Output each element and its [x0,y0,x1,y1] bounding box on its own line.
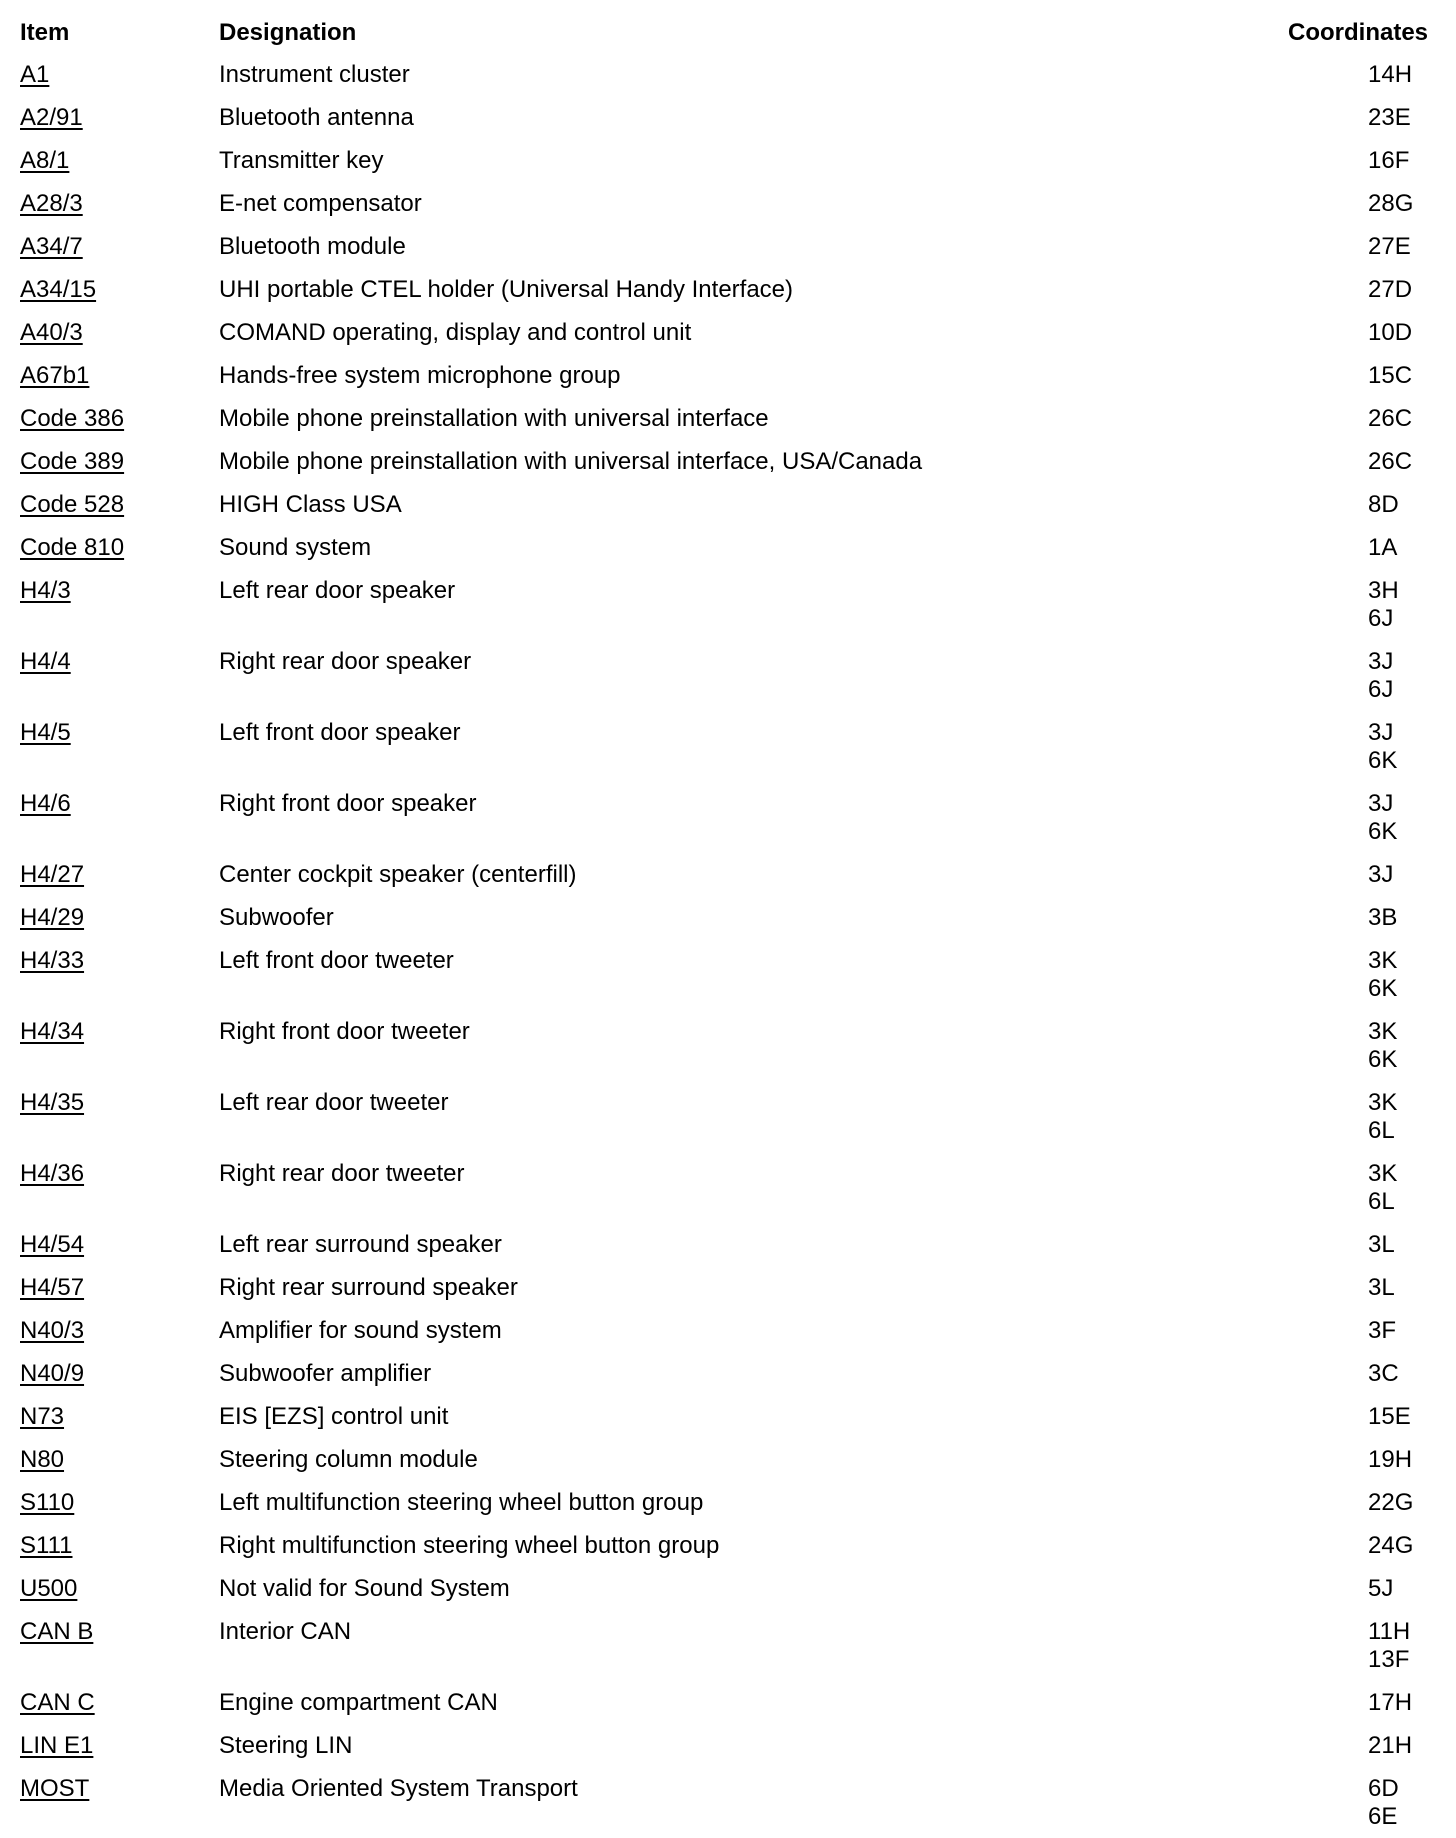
designation-text: Engine compartment CAN [219,1689,498,1716]
table-row [0,1010,1456,1081]
coordinate-value: 6L [1368,1117,1395,1144]
table-header [0,0,1456,53]
table-row [0,1309,1456,1352]
coordinate-value: 3K [1368,1160,1398,1187]
coordinate-value: 17H [1368,1689,1413,1716]
table-row [0,1352,1456,1395]
coordinates-cell [1368,1403,1411,1431]
designation-text: Media Oriented System Transport [219,1775,578,1802]
table-row [0,939,1456,1010]
coordinate-value: 23E [1368,104,1411,131]
designation-text: Left multifunction steering wheel button group [219,1489,704,1516]
designation-text: UHI portable CTEL holder (Universal Handy Interface) [219,276,794,303]
table-row [0,1223,1456,1266]
coordinate-value: 3C [1368,1360,1399,1387]
designation-text: Steering column module [219,1446,478,1473]
designation-text: EIS [EZS] control unit [219,1403,449,1430]
table-row [0,397,1456,440]
coordinate-value: 3K [1368,1089,1398,1116]
header-designation: Designation [219,19,357,46]
table-row [0,1767,1456,1838]
coordinate-value: 3J [1368,648,1394,675]
coordinate-value: 3J [1368,719,1394,746]
item-link[interactable]: H4/36 [20,1160,85,1187]
table-row [0,1152,1456,1223]
coordinates-cell [1368,61,1412,89]
item-link[interactable]: H4/33 [20,947,85,974]
table-row [0,1395,1456,1438]
coordinates-cell [1368,1446,1412,1474]
item-link[interactable]: N40/9 [20,1360,85,1387]
designation-text: Amplifier for sound system [219,1317,502,1344]
coordinates-cell [1368,1231,1395,1259]
item-link[interactable]: S110 [20,1489,75,1516]
coordinates-cell [1368,947,1397,1003]
coordinates-cell [1368,190,1413,218]
coordinate-value: 16F [1368,147,1410,174]
coordinate-value: 21H [1368,1732,1413,1759]
coordinates-cell [1368,448,1412,476]
item-link[interactable]: N40/3 [20,1317,85,1344]
table-row [0,782,1456,853]
item-link[interactable]: CAN C [20,1689,95,1716]
coordinate-value: 3K [1368,1018,1398,1045]
item-link[interactable]: H4/29 [20,904,85,931]
coordinates-cell [1368,405,1412,433]
designation-text: Transmitter key [219,147,384,174]
header-coordinates: Coordinates [1288,19,1429,46]
table-row [0,1610,1456,1681]
designation-text: Right rear door tweeter [219,1160,465,1187]
designation-text: E-net compensator [219,190,422,217]
coordinates-cell [1368,1689,1412,1717]
coordinate-value: 6D [1368,1775,1399,1802]
coordinate-value: 28G [1368,190,1414,217]
table-row [0,569,1456,640]
designation-text: Interior CAN [219,1618,352,1645]
coordinates-cell [1368,233,1411,261]
coordinate-value: 15C [1368,362,1413,389]
table-row [0,896,1456,939]
coordinates-cell [1368,1317,1396,1345]
designation-text: Left rear door speaker [219,577,456,604]
item-link[interactable]: A67b1 [20,362,90,389]
coordinate-value: 3L [1368,1231,1395,1258]
item-link[interactable]: H4/5 [20,719,71,746]
item-link[interactable]: A34/15 [20,276,97,303]
designation-text: Bluetooth module [219,233,406,260]
coordinates-cell [1368,577,1399,633]
coordinates-cell [1368,1160,1397,1216]
coordinate-value: 19H [1368,1446,1413,1473]
coordinates-cell [1368,1489,1413,1517]
item-link[interactable]: A1 [20,61,50,88]
table-row [0,182,1456,225]
item-link[interactable]: S111 [20,1532,73,1559]
table-body [0,53,1456,1838]
coordinate-value: 3L [1368,1274,1395,1301]
coordinates-cell [1368,491,1399,519]
table-row [0,225,1456,268]
designation-text: Bluetooth antenna [219,104,414,131]
coordinate-value: 13F [1368,1646,1410,1673]
item-link[interactable]: A34/7 [20,233,83,260]
item-link[interactable]: H4/6 [20,790,71,817]
item-link[interactable]: CAN B [20,1618,94,1645]
coordinate-value: 14H [1368,61,1413,88]
designation-text: Right multifunction steering wheel button group [219,1532,720,1559]
coordinates-cell [1368,1575,1393,1603]
header-item: Item [20,19,70,46]
coordinates-cell [1368,1618,1410,1674]
coordinate-value: 6K [1368,975,1398,1002]
coordinate-value: 6K [1368,747,1398,774]
table-row [0,1681,1456,1724]
designation-text: Not valid for Sound System [219,1575,510,1602]
table-row [0,139,1456,182]
coordinates-cell [1368,147,1409,175]
coordinates-cell [1368,319,1412,347]
designation-text: Right rear surround speaker [219,1274,518,1301]
coordinates-cell [1368,104,1411,132]
coordinate-value: 11H [1368,1618,1411,1645]
coordinate-value: 3H [1368,577,1399,604]
coordinate-value: 10D [1368,319,1413,346]
item-link[interactable]: A28/3 [20,190,83,217]
coordinates-cell [1368,790,1397,846]
coordinates-cell [1368,861,1393,889]
table-row [0,268,1456,311]
item-link[interactable]: Code 810 [20,534,125,561]
coordinate-value: 3K [1368,947,1398,974]
item-link[interactable]: Code 389 [20,448,125,475]
coordinates-cell [1368,904,1397,932]
table-row [0,711,1456,782]
table-row [0,526,1456,569]
table-row [0,1438,1456,1481]
item-link[interactable]: H4/3 [20,577,71,604]
designation-text: Subwoofer amplifier [219,1360,432,1387]
designation-text: Right rear door speaker [219,648,472,675]
coordinate-value: 26C [1368,405,1413,432]
coordinate-value: 6L [1368,1188,1395,1215]
coordinates-cell [1368,1775,1399,1831]
coordinates-cell [1368,1018,1397,1074]
table-row [0,1481,1456,1524]
coordinates-cell [1368,719,1397,775]
item-link[interactable]: N80 [20,1446,65,1473]
coordinates-cell [1368,1274,1395,1302]
item-link[interactable]: H4/57 [20,1274,85,1301]
designation-text: Left rear door tweeter [219,1089,449,1116]
designation-text: Left front door tweeter [219,947,454,974]
table-row [0,483,1456,526]
coordinate-value: 3J [1368,861,1394,888]
coordinates-cell [1368,1532,1413,1560]
coordinate-value: 5J [1368,1575,1394,1602]
item-link[interactable]: MOST [20,1775,90,1802]
table-row [0,440,1456,483]
coordinate-value: 27E [1368,233,1411,260]
designation-text: Instrument cluster [219,61,410,88]
item-link[interactable]: LIN E1 [20,1732,94,1759]
designation-text: HIGH Class USA [219,491,402,518]
item-link[interactable]: Code 386 [20,405,125,432]
coordinate-value: 3B [1368,904,1398,931]
designation-text: COMAND operating, display and control unit [219,319,692,346]
item-link[interactable]: N73 [20,1403,65,1430]
coordinate-value: 24G [1368,1532,1414,1559]
coordinate-value: 27D [1368,276,1413,303]
coordinate-value: 6J [1368,605,1394,632]
item-link[interactable]: U500 [20,1575,78,1602]
table-row [0,53,1456,96]
table-row [0,853,1456,896]
coordinates-cell [1368,276,1412,304]
table-row [0,1524,1456,1567]
coordinates-cell [1368,648,1393,704]
coordinate-value: 1A [1368,534,1398,561]
designation-text: Sound system [219,534,372,561]
coordinate-value: 8D [1368,491,1399,518]
table-row [0,1567,1456,1610]
item-link[interactable]: A8/1 [20,147,70,174]
designation-text: Left rear surround speaker [219,1231,502,1258]
coordinates-cell [1368,1089,1397,1145]
coordinate-value: 6J [1368,676,1394,703]
coordinates-cell [1368,534,1397,562]
table-row [0,311,1456,354]
item-link[interactable]: H4/54 [20,1231,85,1258]
coordinates-cell [1368,1360,1399,1388]
coordinate-value: 3J [1368,790,1394,817]
designation-text: Subwoofer [219,904,334,931]
coordinate-value: 26C [1368,448,1413,475]
item-link[interactable]: H4/27 [20,861,85,888]
item-link[interactable]: A40/3 [20,319,83,346]
table-row [0,1724,1456,1767]
coordinate-value: 6E [1368,1803,1398,1830]
designation-text: Right front door tweeter [219,1018,470,1045]
table-row [0,1266,1456,1309]
designation-text: Mobile phone preinstallation with universal interface, USA/Canada [219,448,923,475]
designation-text: Hands-free system microphone group [219,362,621,389]
coordinate-value: 6K [1368,1046,1398,1073]
table-row [0,1081,1456,1152]
table-row [0,354,1456,397]
designation-text: Mobile phone preinstallation with universal interface [219,405,769,432]
item-link[interactable]: H4/4 [20,648,71,675]
coordinate-value: 6K [1368,818,1398,845]
coordinates-cell [1368,1732,1412,1760]
table-row [0,96,1456,139]
item-link[interactable]: A2/91 [20,104,83,131]
coordinate-value: 22G [1368,1489,1414,1516]
item-link[interactable]: H4/35 [20,1089,85,1116]
designation-text: Center cockpit speaker (centerfill) [219,861,577,888]
coordinates-cell [1368,362,1412,390]
designation-text: Steering LIN [219,1732,353,1759]
item-link[interactable]: Code 528 [20,491,125,518]
designation-text: Right front door speaker [219,790,477,817]
item-link[interactable]: H4/34 [20,1018,85,1045]
coordinate-value: 3F [1368,1317,1397,1344]
designation-text: Left front door speaker [219,719,461,746]
table-row [0,640,1456,711]
coordinate-value: 15E [1368,1403,1411,1430]
